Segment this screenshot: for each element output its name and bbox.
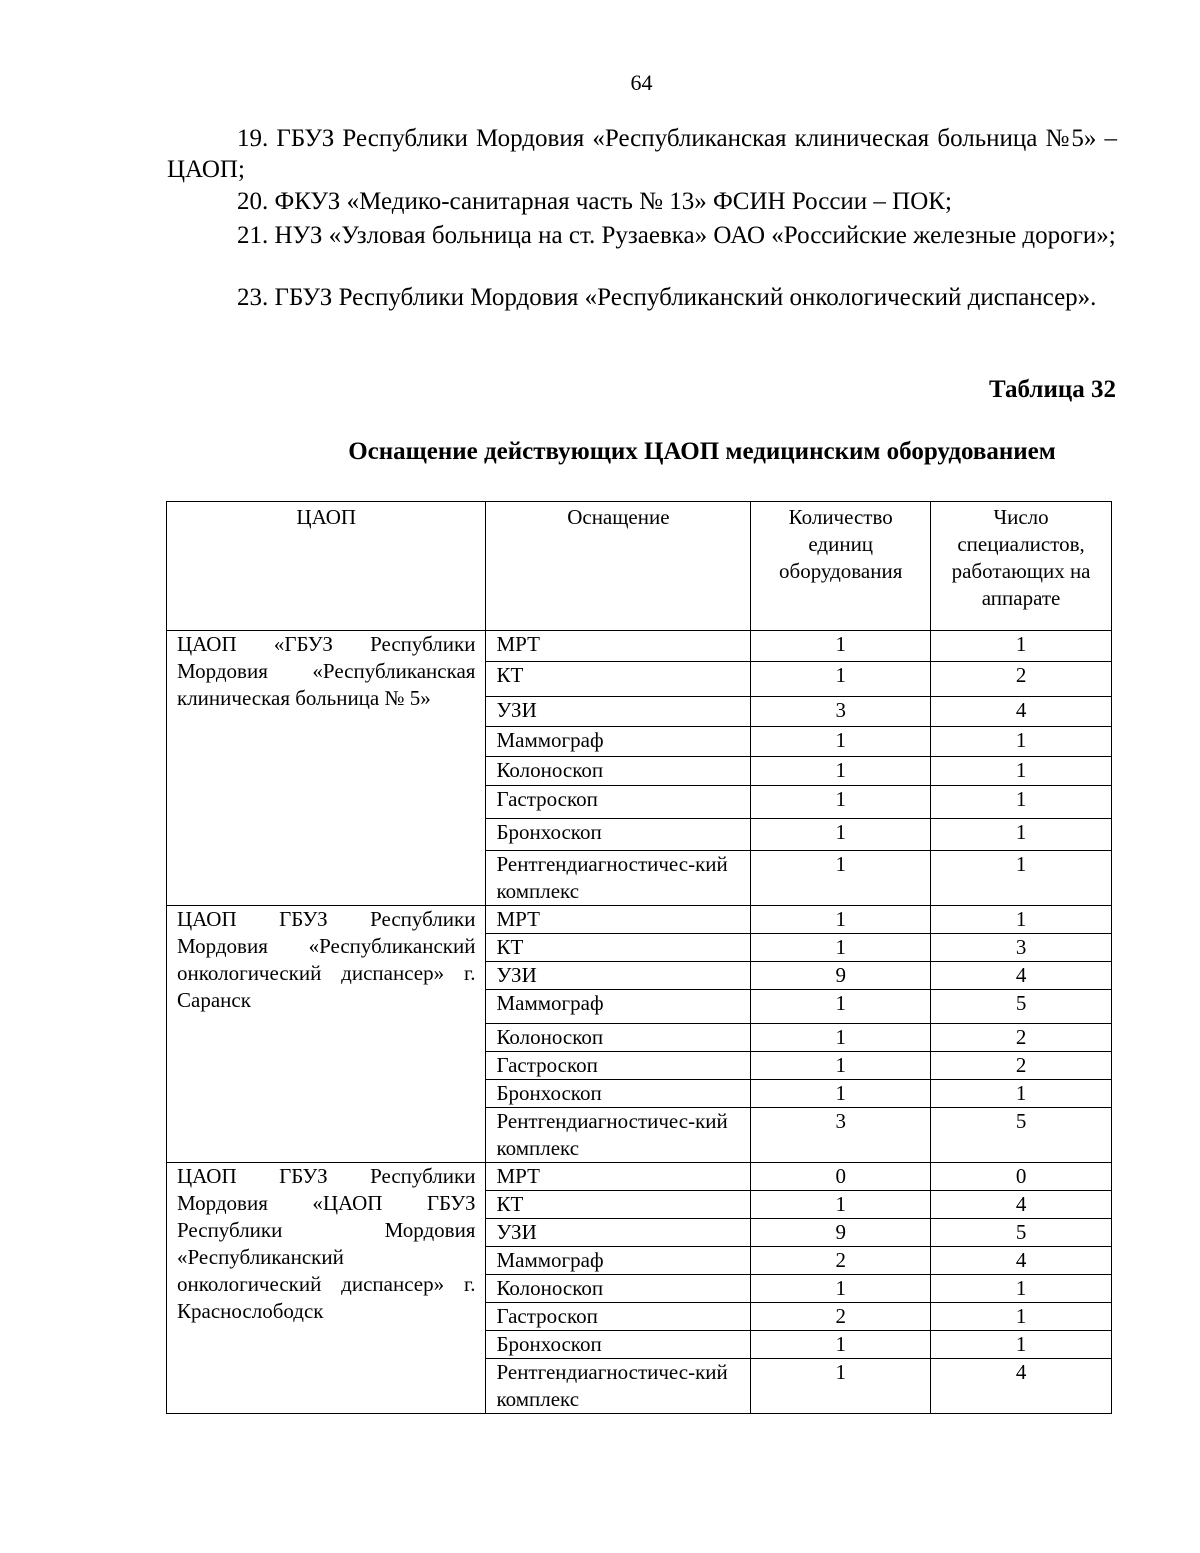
table-title: Оснащение действующих ЦАОП медицинским оборудованием — [348, 438, 1056, 465]
page-number: 64 — [630, 70, 653, 95]
paragraph-text: 20. ФКУЗ «Медико-санитарная часть № 13» ФСИН России – ПОК; — [237, 188, 952, 215]
units-cell: 9 — [751, 1219, 931, 1247]
equipment-cell: Колоноскоп — [486, 1024, 751, 1052]
units-cell: 3 — [751, 1108, 931, 1163]
specialists-cell: 1 — [931, 786, 1112, 819]
equipment-cell: Маммограф — [486, 727, 751, 757]
header-units: Количество единиц оборудования — [751, 502, 931, 631]
paragraph-text: 21. НУЗ «Узловая больница на ст. Рузаевка» ОАО «Российские железные дороги»; — [237, 222, 1116, 249]
units-cell: 1 — [751, 990, 931, 1024]
paragraph-20 — [167, 186, 1117, 217]
equipment-cell: КТ — [486, 934, 751, 962]
equipment-cell: МРТ — [486, 1163, 751, 1191]
specialists-cell: 1 — [931, 819, 1112, 851]
units-cell: 1 — [751, 851, 931, 906]
org-cell: ЦАОП ГБУЗ Республики Мордовия «Республиканский онкологический диспансер» г. Саранск — [167, 906, 486, 1163]
units-cell: 1 — [751, 727, 931, 757]
units-cell: 3 — [751, 697, 931, 727]
paragraph-text: 19. ГБУЗ Республики Мордовия «Республиканская клиническая больница №5» – ЦАОП; — [167, 125, 1117, 183]
specialists-cell: 4 — [931, 1247, 1112, 1275]
equipment-cell: УЗИ — [486, 1219, 751, 1247]
units-cell: 1 — [751, 786, 931, 819]
equipment-cell: Маммограф — [486, 1247, 751, 1275]
specialists-cell: 5 — [931, 990, 1112, 1024]
units-cell: 1 — [751, 934, 931, 962]
units-cell: 1 — [751, 631, 931, 662]
paragraph-21 — [167, 220, 1117, 251]
specialists-cell: 1 — [931, 1303, 1112, 1331]
specialists-cell: 4 — [931, 1359, 1112, 1414]
specialists-cell: 1 — [931, 906, 1112, 934]
equipment-cell: Гастроскоп — [486, 1303, 751, 1331]
equipment-cell: МРТ — [486, 906, 751, 934]
units-cell: 1 — [751, 1191, 931, 1219]
header-equipment: Оснащение — [486, 502, 751, 631]
specialists-cell: 1 — [931, 727, 1112, 757]
specialists-cell: 4 — [931, 1191, 1112, 1219]
equipment-cell: Рентгендиагностичес-кий комплекс — [486, 851, 751, 906]
specialists-cell: 5 — [931, 1219, 1112, 1247]
equipment-cell: Колоноскоп — [486, 1275, 751, 1303]
units-cell: 1 — [751, 1024, 931, 1052]
equipment-cell: КТ — [486, 1191, 751, 1219]
units-cell: 1 — [751, 906, 931, 934]
units-cell: 1 — [751, 819, 931, 851]
equipment-table — [166, 501, 1112, 1414]
equipment-cell: Бронхоскоп — [486, 819, 751, 851]
specialists-cell: 4 — [931, 962, 1112, 990]
table-row — [167, 906, 1112, 934]
table-header-row — [167, 502, 1112, 631]
equipment-cell: Бронхоскоп — [486, 1331, 751, 1359]
specialists-cell: 0 — [931, 1163, 1112, 1191]
units-cell: 1 — [751, 1359, 931, 1414]
paragraph-19 — [167, 123, 1117, 185]
equipment-cell: Рентгендиагностичес-кий комплекс — [486, 1359, 751, 1414]
specialists-cell: 1 — [931, 1080, 1112, 1108]
units-cell: 1 — [751, 1275, 931, 1303]
table-body — [167, 631, 1112, 1414]
specialists-cell: 2 — [931, 662, 1112, 697]
units-cell: 1 — [751, 757, 931, 786]
equipment-cell: Гастроскоп — [486, 786, 751, 819]
equipment-cell: Бронхоскоп — [486, 1080, 751, 1108]
paragraph-23 — [167, 282, 1117, 313]
specialists-cell: 1 — [931, 757, 1112, 786]
paragraph-text: 23. ГБУЗ Республики Мордовия «Республиканский онкологический диспансер». — [237, 284, 1097, 311]
units-cell: 1 — [751, 662, 931, 697]
specialists-cell: 1 — [931, 631, 1112, 662]
units-cell: 9 — [751, 962, 931, 990]
equipment-cell: МРТ — [486, 631, 751, 662]
specialists-cell: 4 — [931, 697, 1112, 727]
table-label: Таблица 32 — [988, 376, 1116, 403]
equipment-cell: КТ — [486, 662, 751, 697]
specialists-cell: 1 — [931, 851, 1112, 906]
units-cell: 1 — [751, 1052, 931, 1080]
equipment-cell: Гастроскоп — [486, 1052, 751, 1080]
specialists-cell: 1 — [931, 1331, 1112, 1359]
specialists-cell: 3 — [931, 934, 1112, 962]
units-cell: 2 — [751, 1247, 931, 1275]
equipment-cell: Маммограф — [486, 990, 751, 1024]
org-cell: ЦАОП «ГБУЗ Республики Мордовия «Республиканская клиническая больница № 5» — [167, 631, 486, 906]
org-cell: ЦАОП ГБУЗ Республики Мордовия «ЦАОП ГБУЗ Республики Мордовия «Республиканский онкологический диспансер» г. Краснослободск — [167, 1163, 486, 1414]
table-row — [167, 1163, 1112, 1191]
header-specialists: Число специалистов, работающих на аппарате — [931, 502, 1112, 631]
specialists-cell: 2 — [931, 1024, 1112, 1052]
table-row — [167, 631, 1112, 662]
specialists-cell: 2 — [931, 1052, 1112, 1080]
units-cell: 0 — [751, 1163, 931, 1191]
header-caop: ЦАОП — [167, 502, 486, 631]
units-cell: 1 — [751, 1080, 931, 1108]
units-cell: 2 — [751, 1303, 931, 1331]
specialists-cell: 5 — [931, 1108, 1112, 1163]
units-cell: 1 — [751, 1331, 931, 1359]
equipment-cell: УЗИ — [486, 697, 751, 727]
specialists-cell: 1 — [931, 1275, 1112, 1303]
equipment-cell: УЗИ — [486, 962, 751, 990]
equipment-cell: Рентгендиагностичес-кий комплекс — [486, 1108, 751, 1163]
equipment-cell: Колоноскоп — [486, 757, 751, 786]
